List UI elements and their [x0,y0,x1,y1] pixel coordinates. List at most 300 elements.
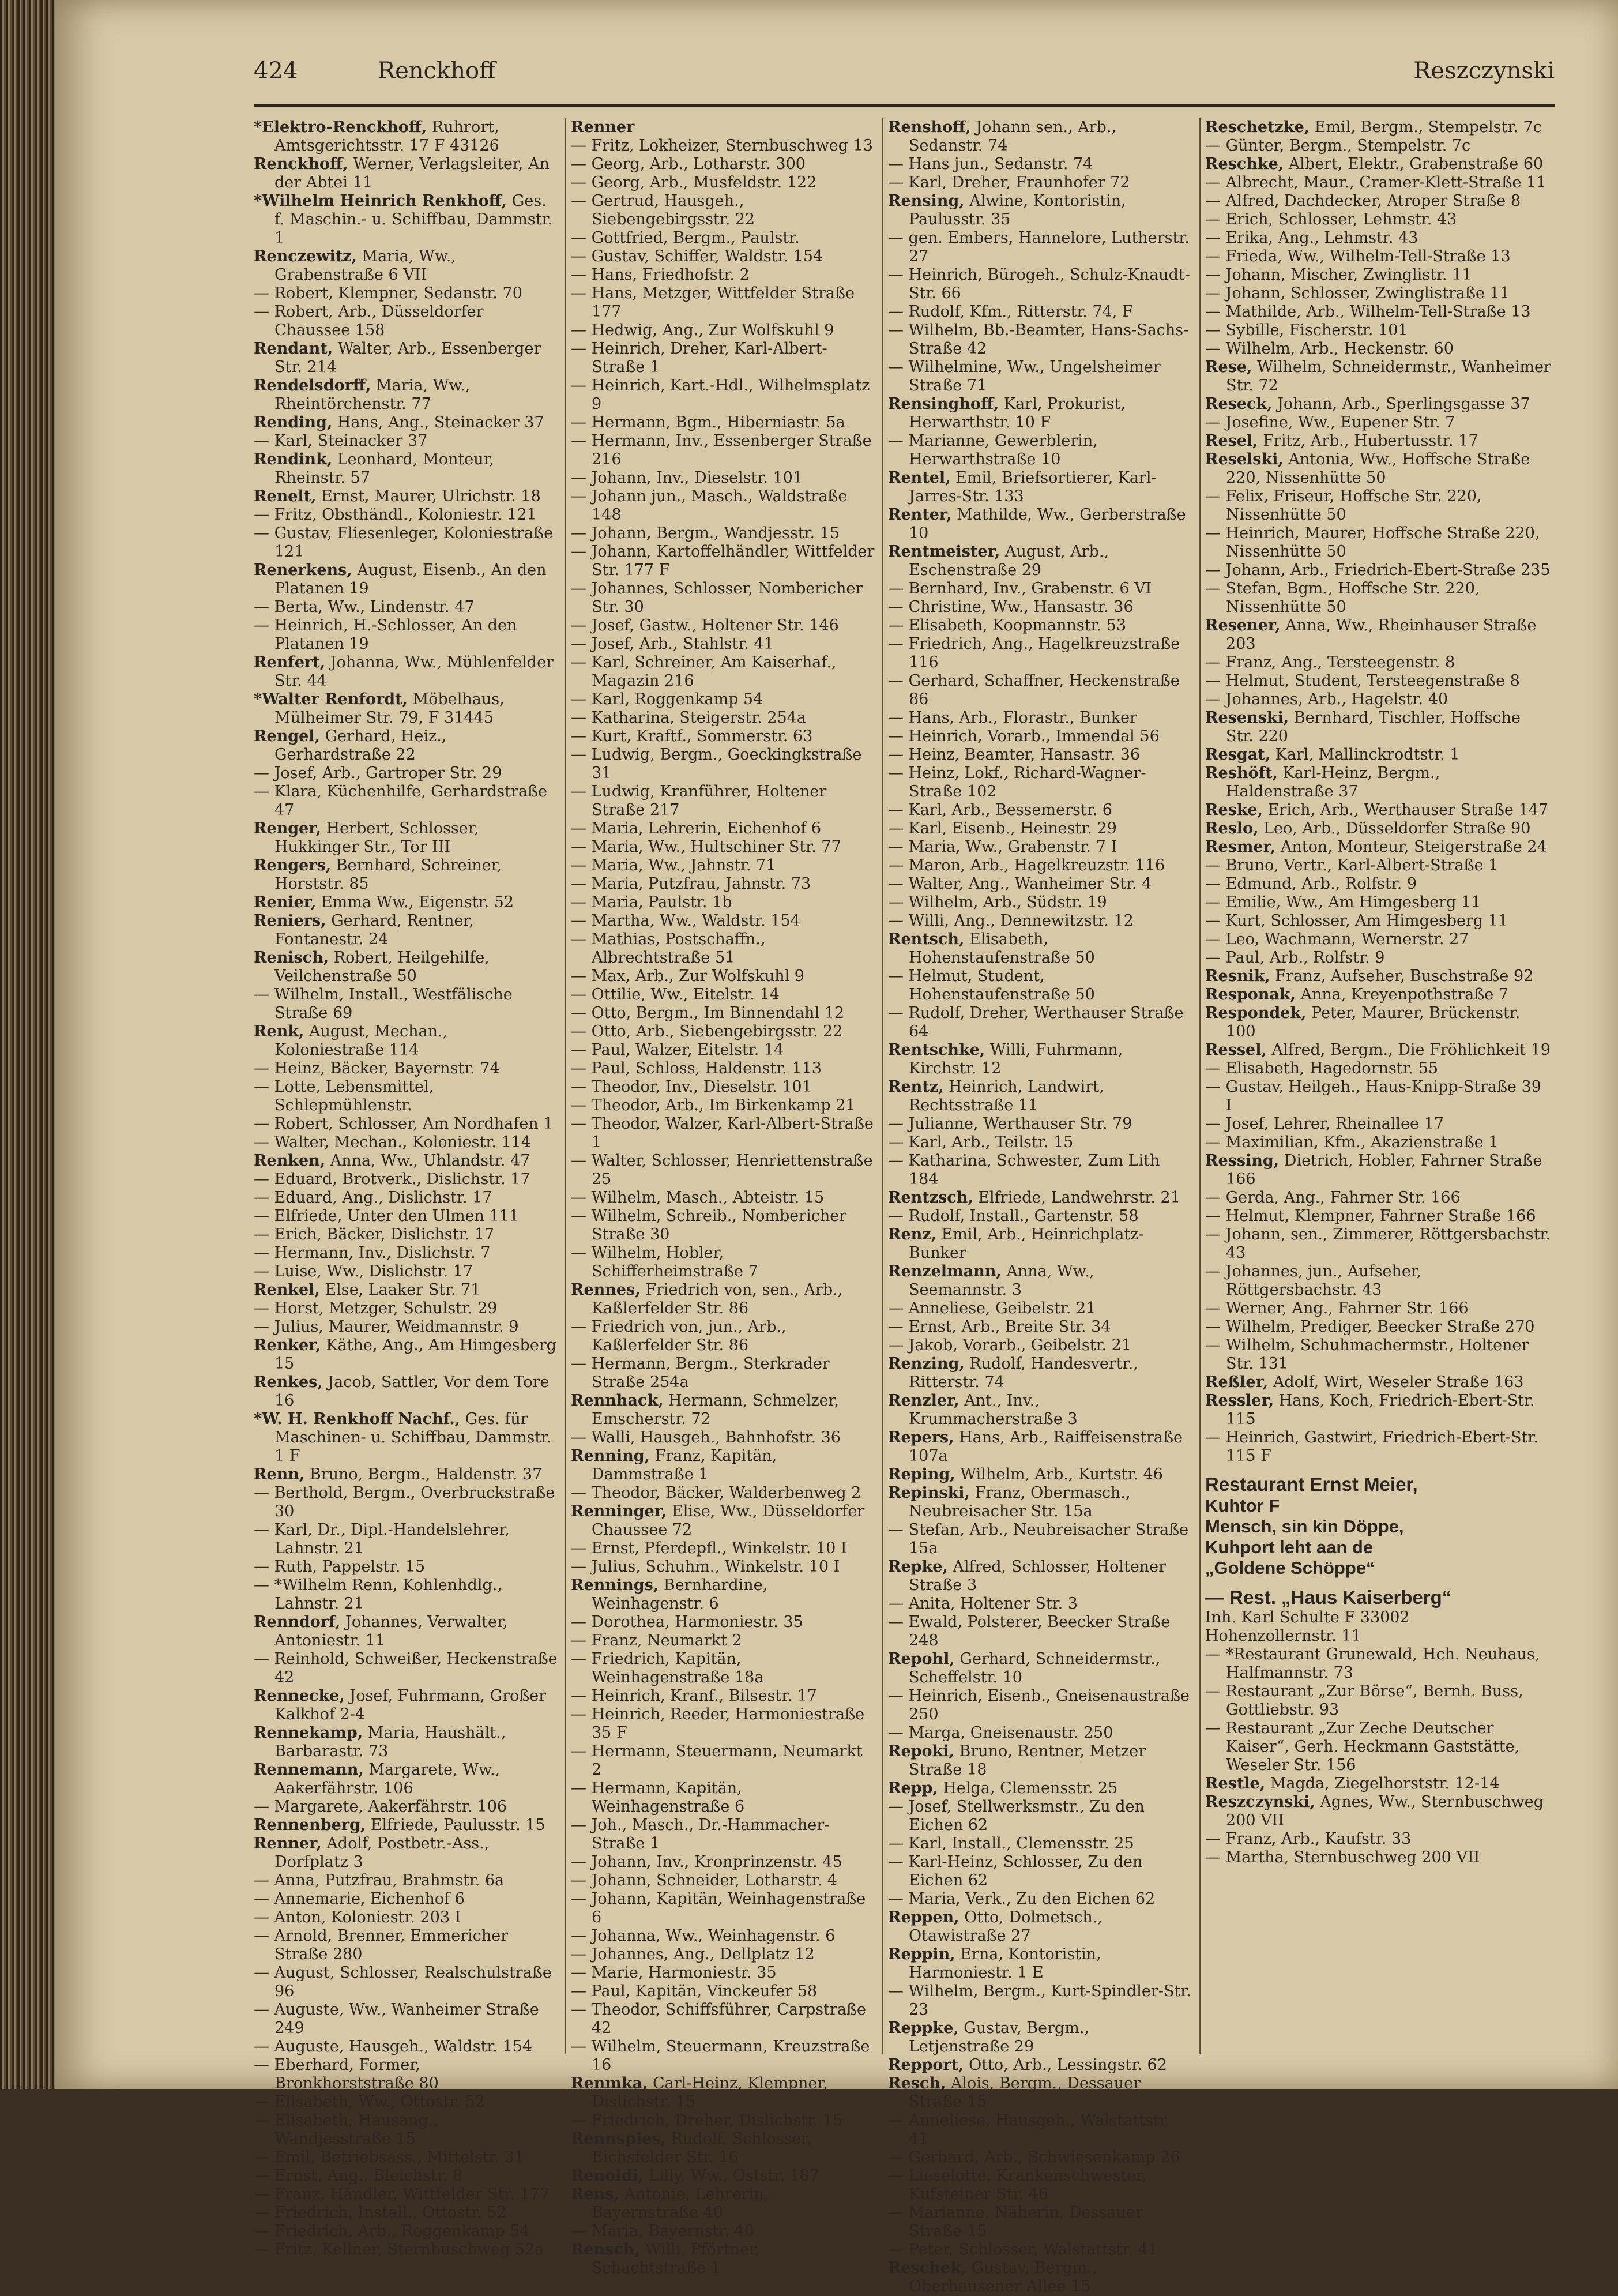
entry-details: Herbert, Schlosser, Hukkinger Str., Tor III [274,820,479,856]
entry-details: — Klara, Küchenhilfe, Gerhardstraße 47 [254,783,548,819]
directory-entry [888,1465,1194,1484]
entry-surname: Rentmeister, [888,543,1000,561]
column-divider [565,118,566,2054]
entry-details: — Walter, Ang., Wanheimer Str. 4 [888,875,1152,893]
directory-entry [1205,930,1551,949]
directory-entry [1205,764,1551,801]
entry-details: Jacob, Sattler, Vor dem Tore 16 [274,1373,550,1410]
directory-entry [571,1023,876,1041]
entry-details: — Wilhelm, Install., Westfälische Straße 69 [254,986,513,1022]
directory-entry [888,155,1194,174]
directory-entry [888,2167,1194,2204]
directory-entry [888,764,1194,801]
entry-details: — Johann, Kapitän, Weinhagenstraße 6 [571,1890,866,1926]
directory-entry [1205,1318,1551,1336]
directory-entry [254,2001,559,2038]
directory-entry [571,1872,876,1890]
directory-entry [1205,1830,1551,1848]
entry-surname: Rennecke, [254,1687,345,1705]
directory-entry [888,598,1194,617]
entry-details: — Heinz, Bäcker, Bayernstr. 74 [254,1059,500,1077]
entry-details: — Theodor, Schiffsführer, Carpstraße 42 [571,2001,866,2037]
directory-entry [888,1521,1194,1558]
entry-details: — Paul, Arb., Rolfstr. 9 [1205,949,1385,967]
entry-details: — Anton, Koloniestr. 203 I [254,1908,461,1926]
entry-details: — Maria, Ww., Jahnstr. 71 [571,856,776,874]
directory-entry [571,1558,876,1576]
entry-details: Franz, Obermasch., Neubreisacher Str. 15a [909,1484,1131,1520]
header-right-word: Reszczynski [1413,58,1555,84]
directory-entry [571,266,876,284]
directory-entry [888,432,1194,469]
entry-details: — Elisabeth, Hagedornstr. 55 [1205,1059,1439,1077]
entry-details: Werner, Verlagsleiter, An der Abtei 11 [274,155,550,191]
entry-details: — Heinz, Beamter, Hansastr. 36 [888,746,1141,764]
entry-details: Hermann, Schmelzer, Emscherstr. 72 [592,1392,840,1428]
directory-entry [1205,1226,1551,1262]
directory-entry [571,1632,876,1650]
entry-details: — Johannes, Arb., Hagelstr. 40 [1205,690,1448,708]
directory-entry [571,820,876,838]
entry-details: Gerhard, Heiz., Gerhardstraße 22 [274,727,447,764]
entry-surname: Renier, [254,893,317,911]
entry-surname: Rentzsch, [888,1189,973,1207]
directory-entry [571,838,876,856]
directory-entry [888,1908,1194,1945]
entry-surname: Renisch, [254,949,329,967]
entry-details: Bruno, Rentner, Metzer Straße 18 [909,1742,1146,1779]
directory-entry [571,1355,876,1392]
directory-entry [888,1355,1194,1392]
entry-details: — Karl, Roggenkamp 54 [571,690,763,708]
directory-entry [254,1152,559,1170]
entry-details: — Heinrich, Bürogeh., Schulz-Knaudt-Str. 66 [888,266,1190,302]
entry-surname: Renk, [254,1023,304,1040]
directory-entry [571,1004,876,1023]
entry-surname: Renzelmann, [888,1262,1002,1280]
entry-surname: Renker, [254,1336,321,1354]
entry-details: Anton, Monteur, Steigerstraße 24 [1280,838,1547,856]
entry-details: — Rudolf, Install., Gartenstr. 58 [888,1207,1139,1225]
header-rule [254,104,1555,107]
entry-details: — Josef, Arb., Stahlstr. 41 [571,635,774,653]
entry-details: — Heinrich, Reeder, Harmoniestraße 35 F [571,1705,865,1742]
entry-details: Hohenzollernstr. 11 [1205,1627,1361,1645]
directory-entry [254,524,559,561]
entry-surname: Repport, [888,2056,964,2074]
column-divider [882,118,883,2054]
entry-details: — Felix, Friseur, Hoffsche Str. 220, Nissenhütte 50 [1205,487,1482,524]
entry-surname: Ressing, [1205,1152,1280,1170]
entry-surname: Reske, [1205,801,1263,819]
directory-entry [1205,949,1551,967]
entry-surname: Renzing, [888,1355,965,1373]
entry-details: — Kurt, Kraftf., Sommerstr. 63 [571,727,813,745]
entry-details: — Stefan, Arb., Neubreisacher Straße 15a [888,1521,1189,1557]
directory-entry [1205,1645,1551,1682]
directory-entry [571,1207,876,1244]
entry-details: — Hermann, Bergm., Sterkrader Straße 254a [571,1355,830,1391]
entry-details: — Hedwig, Ang., Zur Wolfskuhl 9 [571,321,834,339]
directory-entry [888,1779,1194,1798]
directory-entry [571,377,876,414]
entry-details: Möbelhaus, Mülheimer Str. 79, F 31445 [274,690,505,727]
entry-details: Erich, Arb., Werthauser Straße 147 [1267,801,1549,819]
entry-details: — Wilhelm, Hobler, Schifferheimstraße 7 [571,1244,758,1280]
directory-entry [254,820,559,856]
entry-details: — Franz, Arb., Kaufstr. 33 [1205,1830,1412,1848]
entry-surname: Rendink, [254,450,333,468]
entry-surname: Repohl, [888,1650,955,1668]
directory-entry [1205,986,1551,1004]
directory-entry [571,2241,876,2278]
directory-entry [254,1816,559,1835]
directory-entry [1205,561,1551,580]
entry-details: — Helmut, Student, Tersteegenstraße 8 [1205,672,1520,690]
entry-details: — Sybille, Fischerstr. 101 [1205,321,1408,339]
entry-details: Ruhrort, Amtsgerichtsstr. 17 F 43126 [274,118,499,155]
directory-entry [571,414,876,432]
directory-entry [571,2111,876,2130]
directory-entry [888,1152,1194,1189]
entry-details: — Max, Arb., Zur Wolfskuhl 9 [571,967,804,985]
directory-entry [254,949,559,986]
directory-entry [1205,1793,1551,1830]
entry-details: — Luise, Ww., Dislichstr. 17 [254,1262,473,1280]
directory-entry [571,1705,876,1742]
directory-entry [571,1779,876,1816]
entry-details: — Heinrich, Vorarb., Immendal 56 [888,727,1160,745]
entry-surname: Renshoff, [888,118,971,136]
entry-details: — Wilhelmine, Ww., Ungelsheimer Straße 71 [888,358,1161,394]
entry-details: — Marianne, Näherin, Dessauer Straße 15 [888,2204,1143,2240]
directory-entry [571,192,876,229]
directory-entry [254,764,559,783]
entry-details: — Stefan, Bgm., Hoffsche Str. 220, Nissenhütte 50 [1205,580,1480,616]
directory-entry [1205,1262,1551,1299]
directory-entry [888,469,1194,506]
directory-entry [254,432,559,450]
entry-details: Agnes, Ww., Sternbuschweg 200 VII [1226,1793,1544,1829]
directory-entry [1205,321,1551,340]
entry-surname: Reniers, [254,912,326,930]
directory-entry [1205,155,1551,174]
entry-details: — Hermann, Kapitän, Weinhagenstraße 6 [571,1779,745,1816]
directory-entry [888,1835,1194,1853]
entry-details: — Albrecht, Maur., Cramer-Klett-Straße 11 [1205,174,1546,191]
directory-entry [571,2075,876,2111]
restaurant-ad-line: Kuhport leht aan de [1205,1537,1374,1557]
entry-surname: Reppen, [888,1908,959,1926]
restaurant-ad-title: — Rest. „Haus Kaiserberg“ [1205,1587,1452,1608]
entry-surname: Repoki, [888,1742,954,1760]
entry-surname: Repp, [888,1779,938,1797]
directory-entry [571,746,876,783]
entry-details: Else, Laaker Str. 71 [325,1281,481,1299]
entry-details: — Maria, Verk., Zu den Eichen 62 [888,1890,1156,1908]
entry-details: Peter, Maurer, Brückenstr. 100 [1226,1004,1521,1040]
entry-details: Antonia, Ww., Hoffsche Straße 220, Nissenhütte 50 [1226,450,1530,487]
entry-details: — Helmut, Klempner, Fahrner Straße 166 [1205,1207,1536,1225]
directory-entry [888,174,1194,192]
directory-entry [1205,137,1551,155]
entry-details: — Rudolf, Dreher, Werthauser Straße 64 [888,1004,1184,1040]
directory-entry [888,930,1194,967]
entry-details: — Peter, Schlosser, Walstattstr. 41 [888,2241,1158,2259]
directory-entry [888,672,1194,709]
directory-entry [888,1115,1194,1133]
entry-details: Leonhard, Monteur, Rheinstr. 57 [274,450,495,487]
entry-details: Elfriede, Paulusstr. 15 [370,1816,545,1834]
directory-entry [254,2111,559,2148]
entry-details: Josef, Fuhrmann, Großer Kalkhof 2-4 [274,1687,547,1723]
directory-entry [571,1502,876,1539]
directory-entry [254,1835,559,1872]
entry-surname: Renner, [254,1835,322,1852]
entry-details: — Johannes, jun., Aufseher, Röttgersbachstr. 43 [1205,1262,1422,1299]
entry-details: Adolf, Wirt, Weseler Straße 163 [1273,1373,1524,1391]
directory-entry [254,783,559,820]
entry-details: — Robert, Schlosser, Am Nordhafen 1 [254,1115,554,1133]
directory-entry [571,1189,876,1207]
directory-entry [571,487,876,524]
entry-details: — Emil, Betriebsass., Mittelstr. 31 [254,2148,524,2166]
directory-entry [571,1576,876,1613]
directory-entry [888,746,1194,764]
entry-details: — Karl, Dr., Dipl.-Handelslehrer, Lahnstr. 21 [254,1521,510,1557]
directory-entry [571,653,876,690]
entry-details: Johann sen., Arb., Sedanstr. 74 [909,118,1117,155]
restaurant-ad-line: „Goldene Schöppe“ [1205,1558,1375,1578]
directory-entry [888,1798,1194,1835]
entry-surname: Reshöft, [1205,764,1278,782]
entry-details: — Margarete, Aakerfährstr. 106 [254,1798,507,1816]
entry-surname: Restle, [1205,1775,1266,1793]
directory-entry [571,1742,876,1779]
directory-entry [571,1890,876,1927]
entry-details: — Theodor, Inv., Dieselstr. 101 [571,1078,812,1096]
directory-entry [571,783,876,820]
entry-details: — Elisabeth, Koopmannstr. 53 [888,617,1127,634]
entry-details: — Kurt, Schlosser, Am Himgesberg 11 [1205,912,1508,930]
entry-details: — Emilie, Ww., Am Himgesberg 11 [1205,893,1481,911]
directory-entry [1205,1078,1551,1115]
entry-details: — Hans, Metzger, Wittfelder Straße 177 [571,284,855,321]
entry-details: — Georg, Arb., Musfeldstr. 122 [571,174,817,191]
entry-details: — Friedrich, Dreher, Dislichstr. 15 [571,2111,843,2129]
directory-entry [254,1908,559,1927]
directory-entry [254,1576,559,1613]
directory-entry [1205,1207,1551,1226]
directory-entry [254,284,559,303]
directory-entry [571,912,876,930]
entry-details: — Ottilie, Ww., Eitelstr. 14 [571,986,780,1004]
entry-details: — gen. Embers, Hannelore, Lutherstr. 27 [888,229,1190,265]
entry-details: — Marianne, Gewerblerin, Herwarthstraße 10 [888,432,1098,468]
directory-entry [571,930,876,967]
entry-surname: Repke, [888,1558,948,1576]
entry-surname: Ressel, [1205,1041,1267,1059]
directory-entry [1205,487,1551,524]
directory-entry [888,1724,1194,1742]
entry-details: — Bruno, Vertr., Karl-Albert-Straße 1 [1205,856,1499,874]
directory-entry [1205,912,1551,930]
entry-details: — Fritz, Obsthändl., Koloniestr. 121 [254,506,537,524]
directory-entry [888,1004,1194,1041]
directory-entry [1205,1609,1551,1627]
directory-entry [1205,284,1551,303]
entry-details: — Wilhelm, Schreib., Nombericher Straße 30 [571,1207,847,1243]
entry-details: Ges. für Maschinen- u. Schiffbau, Dammstr. 1 F [274,1410,552,1465]
entry-surname: Renczewitz, [254,247,357,265]
directory-entry [571,1059,876,1078]
directory-entry [571,1853,876,1872]
entry-details: — Elisabeth, Hausang., Wandjesstraße 15 [254,2111,439,2148]
entry-details: — Paul, Walzer, Eitelstr. 14 [571,1041,784,1059]
directory-entry [1205,395,1551,414]
entry-details: Heinrich, Landwirt, Rechtsstraße 11 [909,1078,1104,1114]
directory-entry [254,506,559,524]
entry-details: August, Eisenb., An den Platanen 19 [274,561,547,598]
entry-surname: Reßler, [1205,1373,1269,1391]
entry-details: — Anita, Holtener Str. 3 [888,1595,1078,1613]
entry-details: — Josefine, Ww., Eupener Str. 7 [1205,414,1455,431]
entry-details: — Jakob, Vorarb., Geibelstr. 21 [888,1336,1132,1354]
directory-entry [1205,1299,1551,1318]
entry-details: — Wilhelm, Prediger, Beecker Straße 270 [1205,1318,1535,1336]
entry-surname: Rengers, [254,856,332,874]
entry-details: — Johanna, Ww., Weinhagenstr. 6 [571,1927,836,1945]
directory-entry [254,1299,559,1318]
directory-entry [254,1078,559,1115]
entry-details: Alfred, Schlosser, Holtener Straße 3 [909,1558,1167,1594]
directory-entry [254,893,559,912]
directory-entry [571,856,876,875]
directory-entry [254,653,559,690]
entry-surname: Rensch, [571,2241,640,2259]
entry-details: — Heinrich, Kart.-Hdl., Wilhelmsplatz 9 [571,377,870,413]
directory-entry [1205,690,1551,709]
entry-details: — Leo, Wachmann, Wernerstr. 27 [1205,930,1469,948]
directory-entry [571,1650,876,1687]
entry-details: Hans, Ang., Steinacker 37 [337,414,544,431]
entry-details: — Maria, Bayernstr. 40 [571,2222,754,2240]
directory-entry [888,1429,1194,1465]
entry-details: — Auguste, Hausgeh., Waldstr. 154 [254,2038,533,2055]
entry-details: — Maria, Putzfrau, Jahnstr. 73 [571,875,811,893]
directory-entry [1205,672,1551,690]
entry-details: — Gerhard, Arb., Schwiesenkamp 26 [888,2148,1180,2166]
directory-entry [254,2148,559,2167]
entry-surname: Renter, [888,506,952,524]
entry-details: — Theodor, Walzer, Karl-Albert-Straße 1 [571,1115,874,1151]
directory-entry [1205,746,1551,764]
directory-entry [571,967,876,986]
entry-details: — Mathilde, Arb., Wilhelm-Tell-Straße 13 [1205,303,1531,321]
entry-surname: *Walter Renfordt, [254,690,408,708]
entry-details: — Josef, Stellwerksmstr., Zu den Eichen 62 [888,1798,1145,1834]
entry-surname: Rending, [254,414,333,431]
entry-surname: Rennspies, [571,2130,666,2148]
directory-entry [888,1595,1194,1613]
entry-surname: Renner [571,118,635,136]
directory-entry [571,229,876,247]
entry-details: Gustav, Bergm., Letjenstraße 29 [909,2019,1090,2055]
directory-entry [888,395,1194,432]
entry-surname: Reschke, [1205,155,1284,173]
entry-details: — Gottfried, Bergm., Paulstr. [571,229,800,247]
entry-details: Alois, Bergm., Dessauer Straße 15 [909,2075,1141,2111]
entry-surname: Reschetzke, [1205,118,1310,136]
directory-entry [254,1465,559,1484]
directory-entry [888,266,1194,303]
entry-surname: Rensinghoff, [888,395,999,413]
entry-surname: *W. H. Renkhoff Nachf., [254,1410,461,1428]
directory-entry [571,690,876,709]
entry-details: — Hans, Friedhofstr. 2 [571,266,750,284]
directory-entry [888,192,1194,229]
directory-entry [888,118,1194,155]
directory-entry [571,1392,876,1429]
entry-details: — Willi, Ang., Dennewitzstr. 12 [888,912,1134,930]
directory-entry [254,1724,559,1761]
directory-entry [888,1687,1194,1724]
entry-details: — Gustav, Fliesenleger, Koloniestraße 121 [254,524,554,561]
entry-details: — Horst, Metzger, Schulstr. 29 [254,1299,498,1317]
entry-details: — Hermann, Inv., Essenberger Straße 216 [571,432,872,468]
directory-entry [1205,1133,1551,1152]
entry-details: — Bernhard, Inv., Grabenstr. 6 VI [888,580,1152,598]
directory-entry [571,617,876,635]
directory-entry [888,1318,1194,1336]
entry-surname: Renfert, [254,653,326,671]
directory-entry [888,2111,1194,2148]
directory-entry [888,1133,1194,1152]
restaurant-ad-line: Restaurant Ernst Meier, [1205,1474,1418,1495]
entry-details: — Karl, Install., Clemensstr. 25 [888,1835,1134,1852]
directory-entry [254,1115,559,1133]
directory-entry [571,2001,876,2038]
directory-entry [254,1023,559,1059]
entry-details: Willi, Pförtner, Schachtstraße 1 [592,2241,760,2277]
column-4 [1205,118,1551,2054]
entry-details: Bernhard, Schreiner, Horststr. 85 [274,856,502,893]
entry-details: — Katharina, Steigerstr. 254a [571,709,806,727]
entry-details: Elise, Ww., Düsseldorfer Chaussee 72 [592,1502,865,1539]
entry-surname: Renelt, [254,487,317,505]
directory-entry [254,487,559,506]
directory-entry [254,192,559,247]
entry-details: — Georg, Arb., Lotharstr. 300 [571,155,806,173]
entry-details: — Wilhelm, Schuhmachermstr., Holtener Str. 131 [1205,1336,1529,1373]
entry-details: Otto, Dolmetsch., Otawistraße 27 [909,1908,1103,1945]
directory-entry [888,580,1194,598]
directory-entry [888,321,1194,358]
directory-entry [888,1207,1194,1226]
page-number: 424 [254,58,298,84]
entry-details: — Heinrich, Kranf., Bilsestr. 17 [571,1687,817,1705]
entry-details: — Wilhelm, Bergm., Kurt-Spindler-Str. 23 [888,1982,1191,2019]
directory-entry [254,2222,559,2241]
entry-details: Franz, Kapitän, Dammstraße 1 [592,1447,777,1483]
directory-entry [571,1078,876,1096]
entry-details: Wilhelm, Arb., Kurtstr. 46 [960,1465,1163,1483]
entry-details: — Hans, Arb., Florastr., Bunker [888,709,1137,727]
entry-surname: Resnik, [1205,967,1270,985]
directory-entry [1205,709,1551,746]
directory-entry [888,893,1194,912]
entry-details: — Auguste, Ww., Wanheimer Straße 249 [254,2001,539,2037]
